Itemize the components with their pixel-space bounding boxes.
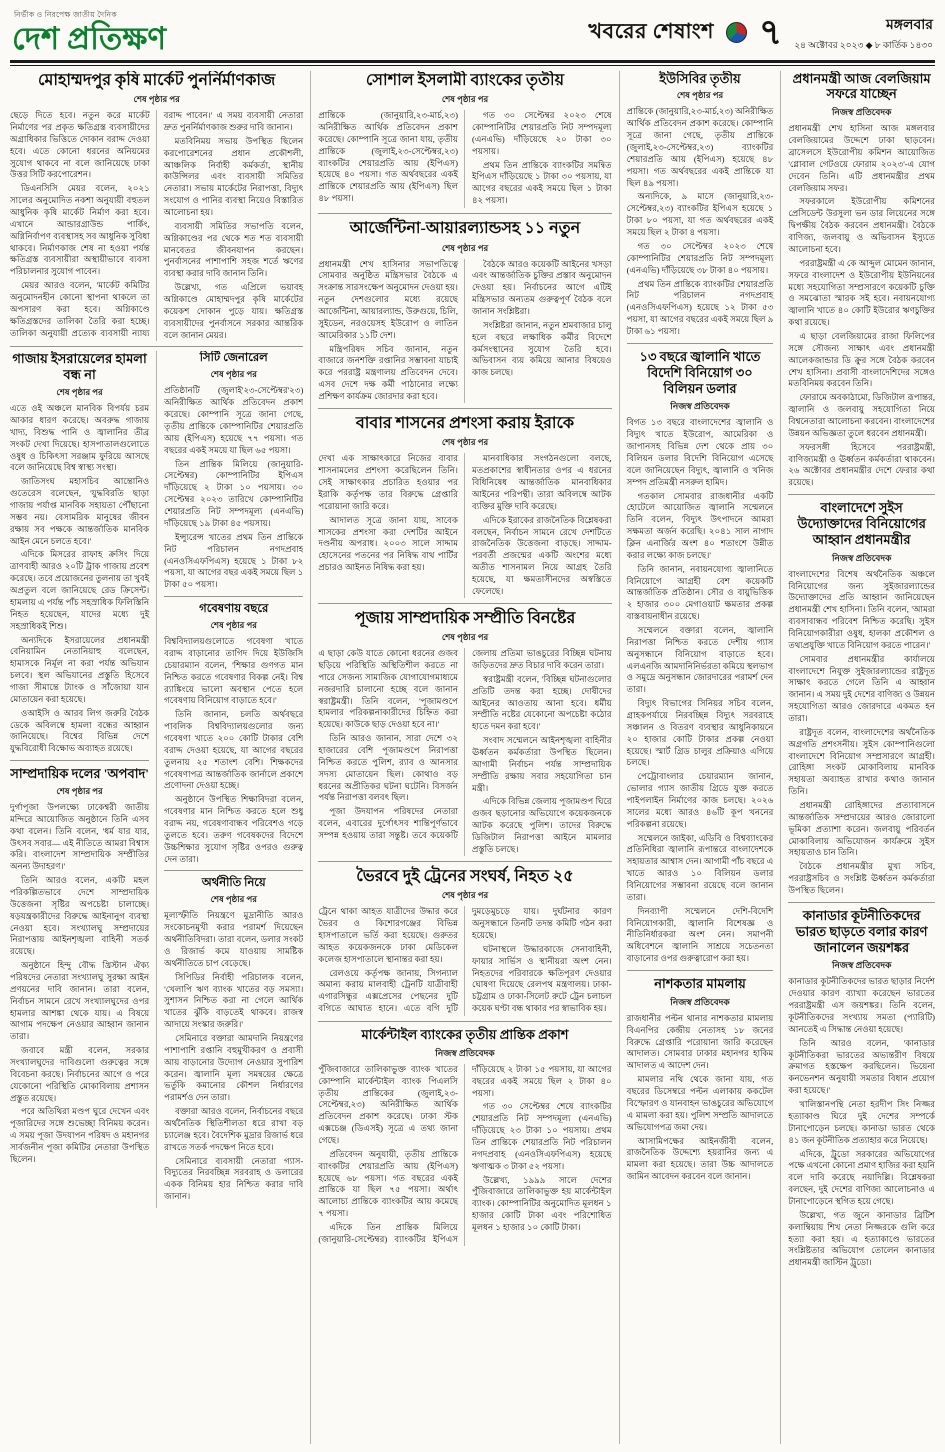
article-paragraph: ব্যবসায়ী সমিতির সভাপতি বলেন, অগ্নিকাণ্ডের পর থেকে শত শত ব্যবসায়ী মানবেতর জীবনযাপন করছেন। পুনর্বাসনের পাশাপাশি সহজ শর্তে ঋণের ব্যবস্থা করার দাবি জানান তিনি। [163,220,304,279]
article-body [318,1064,611,1246]
article [318,213,611,403]
article [164,870,303,1203]
article-paragraph: তিনি জানান, চলতি অর্থবছরে পাবলিক বিশ্ববিদ্যালয়গুলোর জন্য গবেষণা খাতে ২০০ কোটি টাকার বেশি বরাদ্দ দেওয়া হয়েছে, যা আগের বছরের তুলনায় ২৫ শতাংশ বেশি। শিক্ষকদের গবেষণাপত্র আন্তর্জাতিক জার্নালে প্রকাশে প্রণোদনা দেওয়া হচ্ছে। [164,709,304,791]
newspaper-brand [12,10,166,55]
center-region [310,71,618,1444]
article-paragraph: রেলওয়ে কর্তৃপক্ষ জানায়, সিগন্যাল অমান্য করায় মালবাহী ট্রেনটি যাত্রীবাহী এগারসিন্ধুর এক্সপ্রেসের পেছনের দুটি বগিতে আঘাত হানে। এতে বগি দুটি দুমড়েমুচড়ে যায়। দুর্ঘটনার কারণ অনুসন্ধানে তিনটি তদন্ত কমিটি গঠন করা হয়েছে। [318,906,612,1014]
byline: নিজস্ব প্রতিবেদক [831,960,892,971]
page-number: ৭ [758,12,783,53]
article-paragraph: প্রান্তিকে (জানুয়ারি,২৩-মার্চ,২৩) অনিরীক্ষিত আর্থিক প্রতিবেদন প্রকাশ করেছে। কোম্পানি সূত্রে জানা যায়, তৃতীয় প্রান্তিকে (জুলাই,২৩-সেপ্টেম্বর,২৩) ব্যাংকটির শেয়ারপ্রতি আয় (ইপিএস) হয়েছে ৪০ পয়সা। গত অর্থবছরের একই প্রান্তিকে শেয়ারপ্রতি আয় (ইপিএস) ছিল ৪৮ পয়সা। [318,110,458,204]
article-paragraph: গতকাল সোমবার রাজধানীর একটি হোটেলে আয়োজিত জ্বালানি সম্মেলনে তিনি বলেন, 'বিদ্যুৎ উৎপাদনে আমরা সক্ষমতা অর্জন করেছি। ২০৪১ সাল নাগাদ ক্লিন এনার্জির অংশ ৪০ শতাংশে উন্নীত করার লক্ষ্যে কাজ চলছে।' [626,490,774,560]
continued-from-label: শেষ পৃষ্ঠার পর [441,890,489,901]
article-paragraph: বৈঠকে আরও কয়েকটি আইনের খসড়া এবং আন্তর্জাতিক চুক্তির প্রস্তাব অনুমোদন দেওয়া হয়। নির্বাচনের আগে এটিই মন্ত্রিসভার অন্যতম গুরুত্বপূর্ণ বৈঠক বলে জানান সংশ্লিষ্টরা। [471,258,612,316]
article-headline: নাশকতার মামলায় [654,976,746,992]
article-paragraph: প্রান্তিকে (জানুয়ারি,২৩-মার্চ,২৩) অনিরীক্ষিত আর্থিক প্রতিবেদন প্রকাশ করেছে। কোম্পানি সূত্রে জানা গেছে, তৃতীয় প্রান্তিকে (জুলাই,২৩-সেপ্টেম্বর,২৩) ব্যাংকটির শেয়ারপ্রতি আয় (ইপিএস) হয়েছে ৪৮ পয়সা। গত অর্থবছরের একই প্রান্তিকে যা ছিল ৪৯ পয়সা। [626,106,774,188]
article-paragraph: সংবাদ সম্মেলনে আইনশৃঙ্খলা বাহিনীর ঊর্ধ্বতন কর্মকর্তারা উপস্থিত ছিলেন। আগামী নির্বাচন পর্যন্ত সাম্প্রদায়িক সম্প্রীতি রক্ষায় সবার সহযোগিতা চান মন্ত্রী। [471,735,612,793]
continued-from-label: শেষ পৃষ্ঠার পর [441,94,489,105]
continued-from-label: শেষ পৃষ্ঠার পর [676,90,724,101]
article-paragraph: এতে ওই অঞ্চলে মানবিক বিপর্যয় চরম আকার ধারণ করেছে। অবরুদ্ধ গাজায় খাদ্য, বিশুদ্ধ পানি ও জ্বালানির তীব্র সংকট দেখা দিয়েছে। হাসপাতালগুলোতে ওষুধ ও চিকিৎসা সরঞ্জাম ফুরিয়ে আসছে বলে জানিয়েছে বিশ্ব স্বাস্থ্য সংস্থা। [10,403,150,473]
article-body [788,569,935,897]
article-paragraph: ওআইসি ও আরব লিগ জরুরি বৈঠক ডেকে অবিলম্বে হামলা বন্ধের আহ্বান জানিয়েছে। বিশ্বের বিভিন্ন দেশে যুদ্ধবিরোধী বিক্ষোভ অব্যাহত রয়েছে। [10,707,150,754]
article-paragraph: প্রতিবেদন অনুযায়ী, তৃতীয় প্রান্তিকে ব্যাংকটির শেয়ারপ্রতি আয় (ইপিএস) হয়েছে ৬৮ পয়সা। গত বছরের একই প্রান্তিকে যা ছিল ৭৫ পয়সা। অর্থাৎ আলোচ্য প্রান্তিকে ব্যাংকটির আয় কমেছে ৭ পয়সা। [318,1148,458,1219]
article-paragraph: মতবিনিময় সভায় উপস্থিত ছিলেন করপোরেশনের প্রধান প্রকৌশলী, আঞ্চলিক নির্বাহী কর্মকর্তা, স্থানীয় কাউন্সিলর এবং ব্যবসায়ী সমিতির নেতারা। সভায় মার্কেটের নিরাপত্তা, বিদ্যুৎ সংযোগ ও পানির ব্যবস্থা নিয়েও বিস্তারিত আলোচনা হয়। [163,135,304,217]
article [10,351,149,755]
article-paragraph: তিনি জানান, নবায়নযোগ্য জ্বালানিতে বিনিয়োগে আগ্রহী বেশ কয়েকটি আন্তর্জাতিক প্রতিষ্ঠান। সৌর ও বায়ুভিত্তিক ২ হাজার ৩০০ মেগাওয়াট ক্ষমতার প্রকল্প বাস্তবায়নাধীন রয়েছে। [626,563,774,622]
brand-tagline: নির্ভীক ও নিরপেক্ষ জাতীয় দৈনিক [14,10,117,19]
article-paragraph: মূল্যস্ফীতি নিয়ন্ত্রণে মুদ্রানীতি আরও সংকোচনমুখী করার পরামর্শ দিয়েছেন অর্থনীতিবিদরা। তারা বলেন, ডলার সংকট ও রিজার্ভ কমে যাওয়ায় সামষ্টিক অর্থনীতিতে চাপ বেড়েছে। [164,910,304,968]
continued-from-label: শেষ পৃষ্ঠার পর [210,894,257,905]
article-paragraph: প্রধানমন্ত্রী শেখ হাসিনা আজ মঙ্গলবার বেলজিয়ামের উদ্দেশে ঢাকা ছাড়বেন। ব্রাসেলসে ইউরোপীয় কমিশন আয়োজিত 'গ্লোবাল গেটওয়ে ফোরাম ২০২৩'-এ যোগ দেবেন তিনি। এটি প্রধানমন্ত্রীর প্রথম বেলজিয়াম সফর। [788,123,935,193]
article-paragraph: অন্যদিকে ইসরায়েলের প্রধানমন্ত্রী বেনিয়ামিন নেতানিয়াহু বলেছেন, হামাসকে নির্মূল না করা পর্যন্ত অভিযান চলবে। স্থল অভিযানের প্রস্তুতি হিসেবে গাজা সীমান্তে ট্যাংক ও সাঁজোয়া যান মোতায়েন করা হয়েছে। [10,634,150,704]
article-paragraph: বক্তারা আরও বলেন, নির্বাচনের বছরে অর্থনৈতিক স্থিতিশীলতা ধরে রাখা বড় চ্যালেঞ্জ হবে। বৈদেশিক মুদ্রার রিজার্ভ ধরে রাখতে সতর্ক পদক্ষেপ নিতে হবে। [164,1106,304,1152]
article-paragraph: দেখা এক সাক্ষাৎকারে নিজের বাবার শাসনামলের প্রশংসা করেছিলেন তিনি। সেই সাক্ষাৎকার প্রচারিত হওয়ার পর ইরাকি কর্তৃপক্ষ তার বিরুদ্ধে গ্রেপ্তারি পরোয়ানা জারি করে। [318,453,458,511]
article-paragraph: এ ছাড়া কেউ যাতে কোনো ধরনের গুজব ছড়িয়ে পরিস্থিতি অস্থিতিশীল করতে না পারে সেজন্য সামাজিক যোগাযোগমাধ্যমে নজরদারি চালানো হচ্ছে বলে জানান স্বরাষ্ট্রমন্ত্রী। তিনি বলেন, 'পূজামণ্ডপে হামলার পরিকল্পনাকারীদের চিহ্নিত করা হয়েছে। কাউকে ছাড় দেওয়া হবে না।' [318,648,458,730]
article-body [627,417,774,965]
article-paragraph: উল্লেখ্য, ১৯৯৯ সালে দেশের পুঁজিবাজারে তালিকাভুক্ত হয় মার্কেন্টাইল ব্যাংক। কোম্পানিটির অনুমোদিত মূলধন ১ হাজার কোটি টাকা এবং পরিশোধিত মূলধন ১ হাজার ১০ কোটি টাকা। [471,1174,612,1233]
article [627,970,774,1183]
article-body [627,106,774,337]
article-paragraph: তিনি আরও বলেন, একটি মহল পরিকল্পিতভাবে দেশে সাম্প্রদায়িক উত্তেজনা সৃষ্টির অপচেষ্টা চালাচ্ছে। ষড়যন্ত্রকারীদের বিরুদ্ধে আইনানুগ ব্যবস্থা নেওয়া হবে। সংখ্যালঘু সম্প্রদায়ের নিরাপত্তায় আইনশৃঙ্খলা বাহিনী সতর্ক রয়েছে। [10,875,150,957]
article-paragraph: কানাডার কূটনীতিকদের ভারত ছাড়ার নির্দেশ দেওয়ার কারণ ব্যাখ্যা করেছেন ভারতের পররাষ্ট্রমন্ত্রী এস জয়শঙ্কর। তিনি বলেন, কূটনীতিকদের সংখ্যায় সমতা (প্যারিটি) আনতেই এ সিদ্ধান্ত নেওয়া হয়েছে। [788,976,935,1034]
article-headline: সিটি জেনারেল [199,352,268,365]
article-paragraph: রাজধানীর পল্টন থানার নাশকতার মামলায় বিএনপির কেন্দ্রীয় নেতাসহ ১৮ জনের বিরুদ্ধে গ্রেপ্তারি পরোয়ানা জারি করেছেন আদালত। সোমবার ঢাকার মহানগর হাকিম আদালত এ আদেশ দেন। [626,1012,774,1071]
byline: নিজস্ব প্রতিবেদক [670,401,730,412]
article-headline: পূজায় সাম্প্রদায়িক সম্প্রীতি বিনষ্টের [354,609,576,627]
article-body [318,259,611,403]
article-body [318,453,611,597]
byline: নিজস্ব প্রতিবেদক [831,552,892,563]
article-paragraph: মেয়র আরও বলেন, 'মার্কেট কমিটির অনুমোদনহীন কোনো স্থাপনা থাকলে তা অপসারণ করা হবে। অগ্নিকাণ্ডে ক্ষতিগ্রস্তদের তালিকা তৈরি করা হচ্ছে। তালিকা অনুযায়ী প্রত্যেক ব্যবসায়ী ন্যায্য বরাদ্দ পাবেন।' এ সময় ব্যবসায়ী নেতারা দ্রুত পুনর্নির্মাণকাজ শুরুর দাবি জানান। [10,110,304,338]
article-paragraph: গত ৩০ সেপ্টেম্বর ২০২৩ শেষে কোম্পানিটির শেয়ারপ্রতি নিট সম্পদমূল্য (এনএভি) দাঁড়িয়েছে ৩৮ টাকা ৪০ পয়সায়। [626,240,774,275]
article-headline: মার্কেন্টাইল ব্যাংকের তৃতীয় প্রান্তিক প্রকাশ [361,1027,569,1043]
article-body [10,403,149,755]
article [788,902,935,1269]
byline: নিজস্ব প্রতিবেদক [435,1047,495,1058]
article-headline: ১৩ বছরে জ্বালানি খাতে বিদেশি বিনিয়োগ ৩০ বিলিয়ন ডলার [639,348,761,396]
article-paragraph: দুর্গাপূজা উপলক্ষ্যে ঢাকেশ্বরী জাতীয় মন্দিরে আয়োজিত অনুষ্ঠানে তিনি এসব কথা বলেন। তিনি বলেন, 'ধর্ম যার যার, উৎসব সবার— এই নীতিতে আমরা বিশ্বাস করি। বাংলাদেশ সাম্প্রদায়িক সম্প্রীতির অনন্য উদাহরণ।' [10,801,150,872]
article-headline: বাবার শাসনের প্রশংসা করায় ইরাকে [355,414,575,432]
page-content [10,71,935,1444]
article-paragraph: ট্রেনে থাকা আহত যাত্রীদের উদ্ধার করে ভৈরব ও কিশোরগঞ্জের বিভিন্ন হাসপাতালে ভর্তি করা হয়েছে। গুরুতর আহত কয়েকজনকে ঢাকা মেডিকেল কলেজ হাসপাতালে স্থানান্তর করা হয়। [318,906,458,964]
byline: নিজস্ব প্রতিবেদক [831,107,892,118]
article-paragraph: সম্মেলনে জাইকা, এডিবি ও বিশ্বব্যাংকের প্রতিনিধিরা জ্বালানি রূপান্তরে বাংলাদেশকে সহায়তার আশ্বাস দেন। আগামী পাঁচ বছরে এ খাতে আরও ১০ বিলিয়ন ডলার বিনিয়োগের সম্ভাবনা রয়েছে বলে জানান তারা। [626,832,774,902]
article-paragraph: পুঁজিবাজারে তালিকাভুক্ত ব্যাংক খাতের কোম্পানি মার্কেন্টাইল ব্যাংক পিএলসি তৃতীয় প্রান্তিকের (জুলাই,২৩-সেপ্টেম্বর,২৩) অনিরীক্ষিত আর্থিক প্রতিবেদন প্রকাশ করেছে। ঢাকা স্টক এক্সচেঞ্জ (ডিএসই) সূত্রে এ তথ্য জানা গেছে। [318,1063,458,1146]
continued-from-label: শেষ পৃষ্ঠার পর [56,387,103,398]
article-headline: সাম্প্রদায়িক দলের 'অপবাদ' [10,766,149,782]
article [10,71,303,342]
article-body [10,802,149,1166]
continued-from-label: শেষ পৃষ্ঠার পর [441,437,489,448]
article [318,71,611,208]
newspaper-name: দেশ প্রতিক্ষণ [12,21,167,56]
article-headline: আর্জেন্টিনা-আয়ারল্যান্ডসহ ১১ নতুন [349,220,581,237]
article [164,351,303,591]
article-headline: ইউসিবির তৃতীয় [659,70,741,86]
article [627,71,774,338]
article-paragraph: আসামিপক্ষের আইনজীবী বলেন, রাজনৈতিক উদ্দেশ্যে হয়রানির জন্য এ মামলা করা হয়েছে। তারা উচ্চ আদালতে জামিন আবেদন করবেন বলে জানান। [626,1135,774,1182]
column-2 [156,351,303,1208]
article-paragraph: আদালত সূত্রে জানা যায়, সাবেক শাসকের প্রশংসা করা দেশটির আইনে দণ্ডনীয় অপরাধ। ২০০৩ সালে সাদ্দাম হোসেনের পতনের পর নিষিদ্ধ বাথ পার্টির প্রচারও আইনত নিষিদ্ধ করা হয়। [318,514,458,573]
byline: নিজস্ব প্রতিবেদক [670,996,730,1007]
article [164,596,303,865]
article-paragraph: ছেড়ে দিতে হবে। নতুন করে মার্কেট নির্মাণের পর প্রকৃত ক্ষতিগ্রস্ত ব্যবসায়ীদের অগ্রাধিকার ভিত্তিতে দোকান বরাদ্দ দেওয়া হবে। এতে কোনো ধরনের অনিয়মের সুযোগ থাকবে না বলে জানিয়েছে ঢাকা উত্তর সিটি করপোরেশন। [10,110,150,180]
article-headline: মোহাম্মদপুর কৃষি মার্কেট পুনর্নির্মাণকাজ [37,71,276,89]
date-line: ২৪ অক্টোবর ২০২৩ ◆ ৮ কার্তিক ১৪৩০ [794,39,933,50]
article-paragraph: বিশ্ববিদ্যালয়গুলোতে গবেষণা খাতে বরাদ্দ বাড়ানোর তাগিদ দিয়ে ইউজিসি চেয়ারম্যান বলেন, 'শিক্ষার গুণগত মান নিশ্চিত করতে গবেষণার বিকল্প নেই। বিশ্ব র‍্যাঙ্কিংয়ে ভালো অবস্থান পেতে হলে গবেষণায় বিনিয়োগ বাড়াতে হবে।' [164,636,304,706]
masthead-right [588,13,933,55]
article-paragraph: গত ৩০ সেপ্টেম্বর শেষে ব্যাংকটির শেয়ারপ্রতি নিট সম্পদমূল্য (এনএভি) দাঁড়িয়েছে ২৩ টাকা ১০ পয়সায়। প্রথম তিন প্রান্তিকে শেয়ারপ্রতি নিট পরিচালন নগদপ্রবাহ (এনওসিএফপিএস) হয়েছে ঋণাত্মক ৩ টাকা ৫২ পয়সা। [471,1101,612,1171]
article-paragraph: এদিকে বিভিন্ন জেলায় পূজামণ্ডপ ঘিরে গুজব ছড়ানোর অভিযোগে কয়েকজনকে আটক করেছে পুলিশ। তাদের বিরুদ্ধে ডিজিটাল নিরাপত্তা আইনে মামলার প্রস্তুতি চলছে। [471,796,612,854]
article-paragraph: রাষ্ট্রদূত বলেন, বাংলাদেশের অর্থনৈতিক অগ্রগতি প্রশংসনীয়। সুইস কোম্পানিগুলো বাংলাদেশে বিনিয়োগ সম্প্রসারণে আগ্রহী। রোহিঙ্গা সংকট মোকাবিলায় মানবিক সহায়তা অব্যাহত রাখার কথাও জানান তিনি। [788,726,935,797]
lead-article-slot [10,71,303,342]
article [318,408,611,598]
article-paragraph: গত ৩০ সেপ্টেম্বর ২০২৩ শেষে কোম্পানিটির শেয়ারপ্রতি নিট সম্পদমূল্য (এনএভি) দাঁড়িয়েছে ২০ টাকা ৩০ পয়সায়। [471,110,612,156]
article [318,603,611,856]
article-paragraph: ফোরামে অবকাঠামো, ডিজিটাল রূপান্তর, জ্বালানি ও জলবায়ু সহযোগিতা নিয়ে বিশ্বনেতারা আলোচনা করবেন। বাংলাদেশের উন্নয়ন অভিজ্ঞতা তুলে ধরবেন প্রধানমন্ত্রী। [788,392,935,438]
article-headline: কানাডার কূটনীতিকদের ভারত ছাড়তে বলার কারণ জানালেন জয়শঙ্কর [795,907,928,955]
article-headline: প্রধানমন্ত্রী আজ বেলজিয়াম সফরে যাচ্ছেন [792,70,931,102]
left-split [10,346,303,1208]
article-paragraph: মন্ত্রিপরিষদ সচিব জানান, নতুন বাজারে জনশক্তি রপ্তানির সম্ভাবনা যাচাই করে পররাষ্ট্র মন্ত্রণালয় প্রতিবেদন দেবে। এসব দেশে দক্ষ কর্মী পাঠানোর লক্ষ্যে প্রশিক্ষণ কার্যক্রম জোরদার করা হবে। [318,343,458,401]
section-title: খবরের শেষাংশ [588,19,714,44]
article-paragraph: সেমিনারে বক্তারা আমদানি নিয়ন্ত্রণের পাশাপাশি রপ্তানি বহুমুখীকরণ ও প্রবাসী আয় বাড়ানোর উদ্যোগ নেওয়ার সুপারিশ করেন। জ্বালানি মূল্য সমন্বয়ের ক্ষেত্রে ভর্তুকি কমানোর কৌশল নির্ধারণের পরামর্শও দেন তারা। [164,1033,304,1103]
article [318,1021,611,1246]
continued-from-label: শেষ পৃষ্ঠার পর [56,785,103,796]
article-paragraph: অনুষ্ঠানে হিন্দু বৌদ্ধ খ্রিস্টান ঐক্য পরিষদের নেতারা সংখ্যালঘু সুরক্ষা আইন প্রণয়নের দাবি জানান। তারা বলেন, নির্বাচন সামনে রেখে সংখ্যালঘুদের ওপর হামলার আশঙ্কা থেকে যায়। এ বিষয়ে আগাম পদক্ষেপ নেওয়ার আহ্বান জানান তারা। [10,960,150,1042]
article-paragraph: পূজা উদযাপন পরিষদের নেতারা বলেন, এবারের দুর্গোৎসব শান্তিপূর্ণভাবে সম্পন্ন হওয়ায় তারা সন্তুষ্ট। তবে কয়েকটি জেলায় প্রতিমা ভাঙচুরের বিচ্ছিন্ন ঘটনায় জড়িতদের দ্রুত বিচার দাবি করেন তারা। [318,648,612,841]
article-headline: অর্থনীতি নিয়ে [201,877,266,890]
continued-from-label: শেষ পৃষ্ঠার পর [441,242,489,253]
article-paragraph: তিন প্রান্তিক মিলিয়ে (জানুয়ারি-সেপ্টেম্বর) কোম্পানিটির ইপিএস দাঁড়িয়েছে ২ টাকা ১০ পয়সায়। ৩০ সেপ্টেম্বর ২০২৩ তারিখে কোম্পানিটির শেয়ারপ্রতি নিট সম্পদমূল্য (এনএভি) দাঁড়িয়েছে ১৯ টাকা ৪৫ পয়সায়। [164,458,304,528]
article [788,494,935,897]
article-paragraph: সেমিনারে ব্যবসায়ী নেতারা গ্যাস-বিদ্যুতের নিরবচ্ছিন্ন সরবরাহ ও ডলারের একক বিনিময় হার নিশ্চিত করার দাবি জানান। [164,1155,304,1202]
article-body [788,976,935,1269]
article-paragraph: জাতিসংঘ মহাসচিব আন্তোনিও গুতেরেস বলেছেন, 'যুদ্ধবিরতি ছাড়া গাজায় পর্যাপ্ত মানবিক সহায়তা পৌঁছানো সম্ভব নয়। বেসামরিক মানুষের জীবন রক্ষায় সব পক্ষকে আন্তর্জাতিক মানবিক আইন মেনে চলতে হবে।' [10,476,150,546]
article-paragraph: ডিএনসিসি মেয়র বলেন, ২০২১ সালের অনুমোদিত নকশা অনুযায়ী বহুতল আধুনিক কৃষি মার্কেট নির্মাণ করা হবে। এখানে আন্ডারগ্রাউন্ড পার্কিং, অগ্নিনির্বাপণ ব্যবস্থাসহ সব আধুনিক সুবিধা থাকবে। নির্মাণকাজ শেষ না হওয়া পর্যন্ত ক্ষতিগ্রস্ত ব্যবসায়ীরা অস্থায়ীভাবে ব্যবসা পরিচালনার সুযোগ পাবেন। [10,183,150,277]
article-paragraph: সম্মেলনে বক্তারা বলেন, জ্বালানি নিরাপত্তা নিশ্চিত করতে দেশীয় গ্যাস অনুসন্ধানে বিনিয়োগ বাড়াতে হবে। এলএনজি আমদানিনির্ভরতা কমিয়ে স্থলভাগ ও সমুদ্রে অনুসন্ধান জোরদারের পরামর্শ দেন তারা। [626,624,774,695]
article-body [318,110,611,208]
newspaper-logo-badge-icon [726,22,747,43]
article-paragraph: ঘটনাস্থলে উদ্ধারকাজে সেনাবাহিনী, ফায়ার সার্ভিস ও স্থানীয়রা অংশ নেন। নিহতদের পরিবারকে ক্ষতিপূরণ দেওয়ার ঘোষণা দিয়েছে রেলপথ মন্ত্রণালয়। ঢাকা-চট্টগ্রাম ও ঢাকা-সিলেট রুটে ট্রেন চলাচল কয়েক ঘণ্টা বন্ধ থাকার পর স্বাভাবিক হয়। [471,943,612,1014]
article-paragraph: জবাবে মন্ত্রী বলেন, সরকার সংখ্যালঘুদের দাবিগুলো গুরুত্বের সঙ্গে বিবেচনা করছে। নির্বাচনের আগে ও পরে যেকোনো পরিস্থিতি মোকাবিলায় প্রশাসন প্রস্তুত রয়েছে। [10,1045,150,1103]
article-paragraph: প্রধানমন্ত্রী রোহিঙ্গাদের প্রত্যাবাসনে আন্তর্জাতিক সম্প্রদায়ের আরও জোরালো ভূমিকা প্রত্যাশা করেন। জলবায়ু পরিবর্তন মোকাবিলায় অভিযোজন কার্যক্রমে সুইস সহায়তাও চান তিনি। [788,800,935,858]
article-paragraph: স্বরাষ্ট্রমন্ত্রী বলেন, 'বিচ্ছিন্ন ঘটনাগুলোর প্রতিটি তদন্ত করা হচ্ছে। দোষীদের আইনের আওতায় আনা হবে। ধর্মীয় সম্প্রীতি নষ্টের যেকোনো অপচেষ্টা কঠোর হাতে দমন করা হবে।' [471,673,612,732]
article-headline: বাংলাদেশে সুইস উদ্যোক্তাদের বিনিয়োগের আহ্বান প্রধানমন্ত্রীর [797,500,926,547]
article-body [164,636,303,865]
article-paragraph: সফরসঙ্গী হিসেবে পররাষ্ট্রমন্ত্রী, বাণিজ্যমন্ত্রী ও ঊর্ধ্বতন কর্মকর্তারা থাকবেন। ২৬ অক্টোবর প্রধানমন্ত্রীর দেশে ফেরার কথা রয়েছে। [788,441,935,488]
column-6 [780,71,935,1444]
article-paragraph: উল্লেখ্য, গত এপ্রিলে ভয়াবহ অগ্নিকাণ্ডে মোহাম্মদপুর কৃষি মার্কেটের কয়েকশ দোকান পুড়ে যায়। ক্ষতিগ্রস্ত ব্যবসায়ীদের পুনর্বাসনে সরকার আন্তরিক বলে জানান মেয়র। [163,282,304,340]
article-headline: গবেষণায় বছরে [199,603,269,616]
article-paragraph: দিনব্যাপী সম্মেলনে দেশি-বিদেশি বিনিয়োগকারী, জ্বালানি বিশেষজ্ঞ ও নীতিনির্ধারকরা অংশ নেন। সমাপনী অধিবেশনে জ্বালানি সাশ্রয়ে সচেতনতা বাড়ানোর ওপর গুরুত্বারোপ করা হয়। [626,905,774,964]
article-paragraph: সিপিডির নির্বাহী পরিচালক বলেন, 'খেলাপি ঋণ ব্যাংক খাতের বড় সমস্যা। সুশাসন নিশ্চিত করা না গেলে আর্থিক খাতের ঝুঁকি বাড়তেই থাকবে। রাজস্ব আদায়ে সংস্কার জরুরি।' [164,971,304,1030]
continued-from-label: শেষ পৃষ্ঠার পর [441,632,489,643]
article-paragraph: সংশ্লিষ্টরা জানান, নতুন শ্রমবাজার চালু হলে বছরে লক্ষাধিক কর্মীর বিদেশে কর্মসংস্থানের সুযোগ তৈরি হবে। অভিবাসন ব্যয় কমিয়ে আনার বিষয়েও কাজ চলছে। [471,319,612,378]
article-paragraph: এদিকে তিন প্রান্তিক মিলিয়ে (জানুয়ারি-সেপ্টেম্বর) ব্যাংকটির ইপিএস দাঁড়িয়েছে ২ টাকা ১৫ পয়সায়, যা আগের বছরের একই সময়ে ছিল ২ টাকা ৪০ পয়সা। [318,1063,612,1244]
article-paragraph: প্রধানমন্ত্রী শেখ হাসিনার সভাপতিত্বে সোমবার অনুষ্ঠিত মন্ত্রিসভার বৈঠকে এ সংক্রান্ত সারসংক্ষেপ অনুমোদন দেওয়া হয়। নতুন দেশগুলোর মধ্যে রয়েছে আর্জেন্টিনা, আয়ারল্যান্ড, উরুগুয়ে, চিলি, সুইডেন, নরওয়েসহ ইউরোপ ও লাতিন আমেরিকার ১১টি দেশ। [318,258,458,340]
day-date-block [794,13,933,53]
article-body [318,648,611,856]
article-paragraph: ইন্স্যুরেন্স খাতের প্রথম তিন প্রান্তিকে নিট পরিচালন নগদপ্রবাহ (এনওসিএফপিএস) হয়েছে ১ টাকা ৮২ পয়সা, যা আগের বছর একই সময়ে ছিল ১ টাকা ৫০ পয়সা। [164,531,304,590]
article-paragraph: মানবাধিকার সংগঠনগুলো বলছে, মতপ্রকাশের স্বাধীনতার ওপর এ ধরনের বিধিনিষেধ আন্তর্জাতিক মানবাধিকার আইনের পরিপন্থী। তারা অবিলম্বে আটক ব্যক্তির মুক্তি দাবি করেছে। [471,453,612,511]
article-paragraph: পেট্রোবাংলার চেয়ারম্যান জানান, ভোলার গ্যাস জাতীয় গ্রিডে যুক্ত করতে পাইপলাইন নির্মাণের কাজ চলছে। ২০২৬ সালের মধ্যে আরও ৪৬টি কূপ খননের পরিকল্পনা রয়েছে। [626,771,774,829]
column-1 [10,351,156,1208]
masthead [10,6,935,60]
article-paragraph: বিগত ১৩ বছরে বাংলাদেশের জ্বালানি ও বিদ্যুৎ খাতে ইউরোপ, আমেরিকা ও জাপানসহ বিভিন্ন দেশ থেকে প্রায় ৩০ বিলিয়ন ডলার বিদেশি বিনিয়োগ এসেছে বলে জানিয়েছেন বিদ্যুৎ, জ্বালানি ও খনিজ সম্পদ প্রতিমন্ত্রী নসরুল হামিদ। [626,417,774,487]
article-paragraph: প্রতিষ্ঠানটি (জুলাই'২৩-সেপ্টেম্বর'২৩) অনিরীক্ষিত আর্থিক প্রতিবেদন প্রকাশ করেছে। কোম্পানি সূত্রে জানা গেছে, তৃতীয় প্রান্তিকে কোম্পানিটির শেয়ারপ্রতি আয় (ইপিএস) হয়েছে ৭৭ পয়সা। গত বছরের একই সময়ে যা ছিল ৬৫ পয়সা। [164,385,304,455]
article-paragraph: এ ছাড়া বেলজিয়ামের রাজা ফিলিপের সঙ্গে সৌজন্য সাক্ষাৎ এবং প্রধানমন্ত্রী আলেকজান্ডার ডি ক্রুর সঙ্গে বৈঠক করবেন শেখ হাসিনা। প্রবাসী বাংলাদেশিদের সঙ্গেও মতবিনিময় করবেন তিনি। [788,330,935,389]
article-paragraph: তিনি আরও বলেন, 'কানাডার কূটনীতিকরা ভারতের অভ্যন্তরীণ বিষয়ে ক্রমাগত হস্তক্ষেপ করছিলেন। ভিয়েনা কনভেনশন অনুযায়ী সমতার বিধান প্রয়োগ করা হয়েছে।' [788,1037,935,1096]
article [318,861,611,1016]
article [10,760,149,1166]
left-region [10,71,310,1444]
column-5 [619,71,781,1444]
article-paragraph: তিনি আরও জানান, সারা দেশে ৩২ হাজারের বেশি পূজামণ্ডপে নিরাপত্তা নিশ্চিত করতে পুলিশ, র‍্যাব ও আনসার সদস্য মোতায়েন ছিল। কোথাও বড় ধরনের অপ্রীতিকর ঘটনা ঘটেনি। বিসর্জন পর্যন্ত নিরাপত্তা বলবৎ ছিল। [318,733,458,803]
article-paragraph: উল্লেখ্য, গত জুনে কানাডার ব্রিটিশ কলাম্বিয়ায় শিখ নেতা নিজ্জরকে গুলি করে হত্যা করা হয়। এ হত্যাকাণ্ডে ভারতের সংশ্লিষ্টতার অভিযোগ তোলেন কানাডার প্রধানমন্ত্রী জাস্টিন ট্রুডো। [788,1209,935,1268]
article-headline: সোশাল ইসলামী ব্যাংকের তৃতীয় [365,71,565,89]
continued-from-label: শেষ পৃষ্ঠার পর [210,620,257,631]
article-paragraph: এদিকে ইরাকের রাজনৈতিক বিশ্লেষকরা বলছেন, নির্বাচন সামনে রেখে দেশটিতে রাজনৈতিক উত্তেজনা বাড়ছে। সাদ্দাম-পরবর্তী প্রজন্মের একটি অংশের মধ্যে অতীত শাসনামল নিয়ে আগ্রহ তৈরি হয়েছে, যা ক্ষমতাসীনদের অস্বস্তিতে ফেলেছে। [471,514,612,596]
article-paragraph: প্রথম তিন প্রান্তিকে ব্যাংকটির শেয়ারপ্রতি নিট পরিচালন নগদপ্রবাহ (এনওসিএফপিএস) হয়েছে ১২ টাকা ৫৩ পয়সা, যা আগের বছরের একই সময়ে ছিল ৯ টাকা ৬১ পয়সা। [626,278,774,336]
article-paragraph: এদিকে মিসরের রাফাহ ক্রসিং দিয়ে ত্রাণবাহী আরও ২০টি ট্রাক গাজায় প্রবেশ করেছে। তবে প্রয়োজনের তুলনায় তা খুবই অপ্রতুল বলে জানিয়েছে রেড ক্রিসেন্ট। হামলায় এ পর্যন্ত পাঁচ সহস্রাধিক ফিলিস্তিনি নিহত হয়েছেন, যাদের মধ্যে দুই সহস্রাধিকই শিশু। [10,549,150,631]
article-body [10,110,303,341]
article-paragraph: প্রথম তিন প্রান্তিকে ব্যাংকটির সমন্বিত ইপিএস দাঁড়িয়েছে ১ টাকা ৩০ পয়সায়, যা আগের বছরের একই সময়ে ছিল ১ টাকা ৪২ পয়সা। [471,159,612,206]
article-paragraph: অনুষ্ঠানে উপস্থিত শিক্ষাবিদরা বলেন, গবেষণার মান নিশ্চিত করতে হলে শুধু বরাদ্দ নয়, গবেষণাবান্ধব পরিবেশও গড়ে তুলতে হবে। তরুণ গবেষকদের বিদেশে উচ্চশিক্ষার সুযোগ সৃষ্টির ওপরও গুরুত্ব দেন তারা। [164,794,304,864]
article-paragraph: পররাষ্ট্রমন্ত্রী এ কে আব্দুল মোমেন জানান, সফরে বাংলাদেশ ও ইউরোপীয় ইউনিয়নের মধ্যে সহযোগিতা সম্প্রসারণে কয়েকটি চুক্তি ও সমঝোতা স্মারক সই হবে। নবায়নযোগ্য জ্বালানি খাতে ৪০ কোটি ইউরোর ঋণচুক্তির কথা রয়েছে। [788,257,935,328]
article-paragraph: পরে অতিথিরা মণ্ডপ ঘুরে দেখেন এবং পূজারিদের সঙ্গে শুভেচ্ছা বিনিময় করেন। এ সময় পূজা উদযাপন পরিষদ ও মহানগর সার্বজনীন পূজা কমিটির নেতারা উপস্থিত ছিলেন। [10,1106,150,1164]
article-body [164,385,303,591]
article-paragraph: খালিস্তানপন্থি নেতা হরদীপ সিং নিজ্জর হত্যাকাণ্ড ঘিরে দুই দেশের সম্পর্কে টানাপোড়েন চলছে। কানাডা ভারত থেকে ৪১ জন কূটনীতিক প্রত্যাহার করে নিয়েছে। [788,1099,935,1145]
article-paragraph: মামলার নথি থেকে জানা যায়, গত বছরের ডিসেম্বরে পল্টন এলাকায় ককটেল বিস্ফোরণ ও যানবাহন ভাঙচুরের অভিযোগে এ মামলা করা হয়। পুলিশ সম্প্রতি আদালতে অভিযোগপত্র জমা দেয়। [626,1074,774,1132]
article-body [164,910,303,1203]
article-paragraph: অন্যদিকে, ৯ মাসে (জানুয়ারি,২৩-সেপ্টেম্বর,২৩) ব্যাংকটির ইপিএস হয়েছে ১ টাকা ৮০ পয়সা, যা গত অর্থবছরের একই সময়ে ছিল ২ টাকা ৪ পয়সা। [626,191,774,238]
article-paragraph: সোমবার প্রধানমন্ত্রীর কার্যালয়ে বাংলাদেশে নিযুক্ত সুইজারল্যান্ডের রাষ্ট্রদূত সাক্ষাৎ করতে গেলে তিনি এ আহ্বান জানান। এ সময় দুই দেশের বাণিজ্য ও উন্নয়ন সহযোগিতা আরও জোরদারে একমত হন তারা। [788,653,935,723]
article-body [627,1013,774,1183]
article-headline: ভৈরবে দুই ট্রেনের সংঘর্ষ, নিহত ২৫ [356,867,574,885]
continued-from-label: শেষ পৃষ্ঠার পর [133,94,180,105]
article [627,343,774,965]
article-headline: গাজায় ইসরায়েলের হামলা বন্ধ না [12,351,147,383]
article-paragraph: বৈঠকে প্রধানমন্ত্রীর মুখ্য সচিব, পররাষ্ট্রসচিব ও সংশ্লিষ্ট ঊর্ধ্বতন কর্মকর্তারা উপস্থিত ছিলেন। [788,861,935,896]
day-name: মঙ্গলবার [885,17,933,33]
article-paragraph: এদিকে, ট্রুডো সরকারের অভিযোগের পক্ষে এখনো কোনো প্রমাণ হাজির করা হয়নি বলে দাবি করেছে নয়াদিল্লি। বিশ্লেষকরা বলছেন, দুই দেশের বাণিজ্য আলোচনাও এ টানাপোড়েনে স্থগিত হয়ে গেছে। [788,1148,935,1206]
article-paragraph: বাংলাদেশের বিশেষ অর্থনৈতিক অঞ্চলে বিনিয়োগের জন্য সুইজারল্যান্ডের উদ্যোক্তাদের প্রতি আহ্বান জানিয়েছেন প্রধানমন্ত্রী শেখ হাসিনা। তিনি বলেন, 'আমরা ব্যবসাবান্ধব পরিবেশ নিশ্চিত করেছি। সুইস বিনিয়োগকারীরা ওষুধ, হালকা প্রকৌশল ও তথ্যপ্রযুক্তি খাতে বিনিয়োগ করতে পারেন।' [788,568,935,650]
article-body [318,906,611,1016]
masthead-rule [10,60,935,66]
article-paragraph: সফরকালে ইউরোপীয় কমিশনের প্রেসিডেন্ট উরসুলা ভন ডার লিয়েনের সঙ্গে দ্বিপক্ষীয় বৈঠক করবেন প্রধানমন্ত্রী। বৈঠকে বাণিজ্য, জলবায়ু ও অভিবাসন ইস্যুতে আলোচনা হবে। [788,196,935,254]
article-body [788,123,935,489]
article [788,71,935,490]
article-paragraph: বিদ্যুৎ বিভাগের সিনিয়র সচিব বলেন, গ্রাহকপর্যায়ে নিরবচ্ছিন্ন বিদ্যুৎ সরবরাহে সঞ্চালন ও বিতরণ ব্যবস্থার আধুনিকায়নে ২০ হাজার কোটি টাকার প্রকল্প নেওয়া হয়েছে। স্মার্ট গ্রিড চালুর প্রক্রিয়াও এগিয়ে চলছে। [626,698,774,768]
continued-from-label: শেষ পৃষ্ঠার পর [210,369,257,380]
